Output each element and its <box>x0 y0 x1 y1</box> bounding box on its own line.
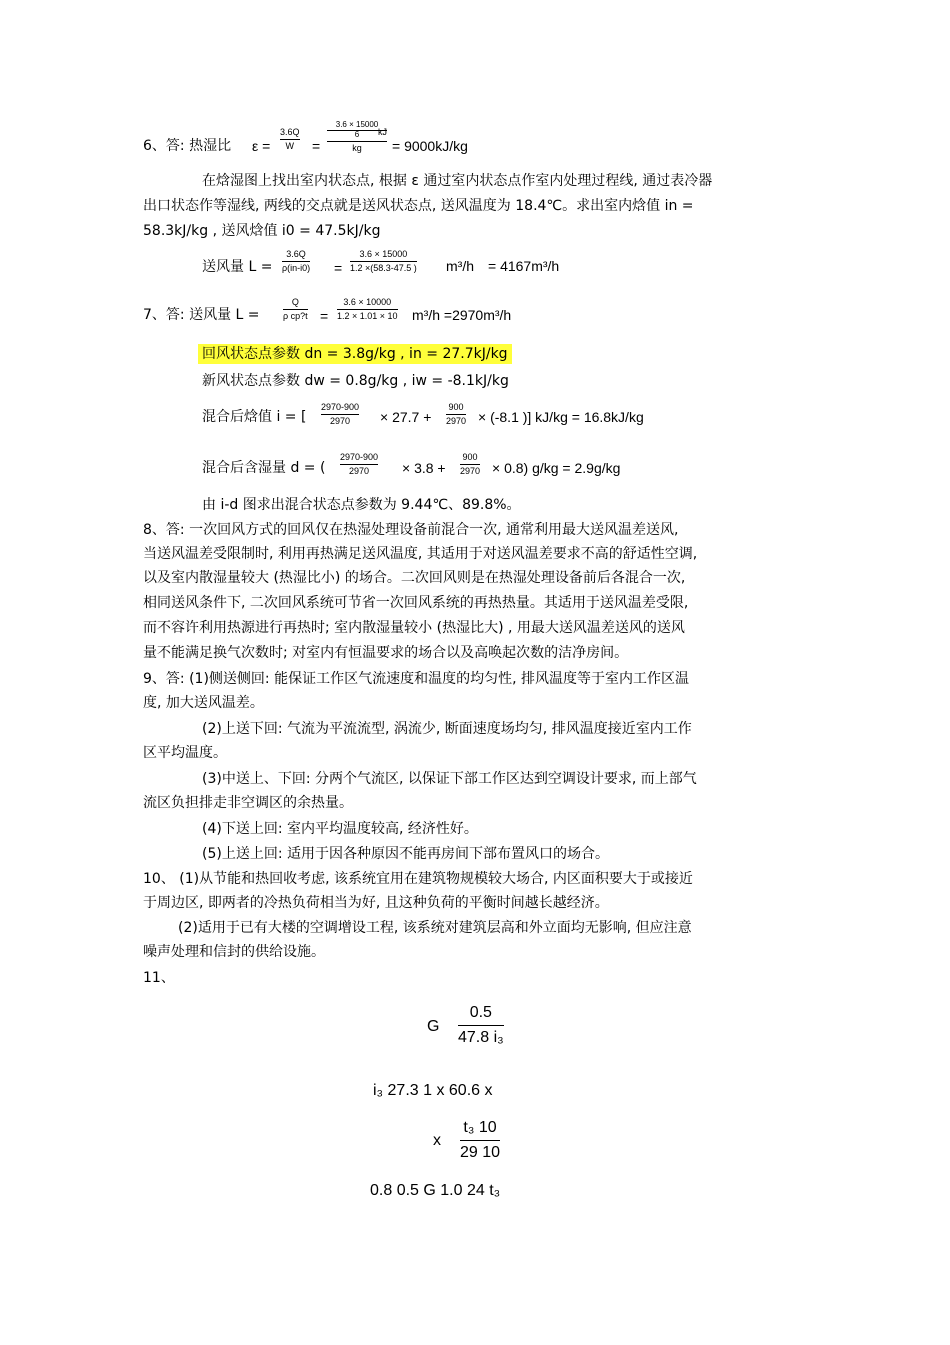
q6-frac2 <box>327 121 387 153</box>
q6-L-result: = 4167m³/h <box>488 258 560 274</box>
q9-line-5: (3)中送上、下回: 分两个气流区, 以保证下部工作区达到空调设计要求, 而上部气 <box>202 771 697 787</box>
q11-eq3-lhs: x <box>433 1132 441 1149</box>
q7-mix-d-mid: × 3.8 + <box>402 460 446 476</box>
q8-line-3: 以及室内散湿量较大 (热湿比小) 的场合。二次回风则是在热湿处理设备前后各混合一次, <box>143 570 686 586</box>
q6-L-unit: m³/h <box>446 258 474 274</box>
q7-mix-state: 由 i-d 图求出混合状态点参数为 9.44℃、89.8%。 <box>202 497 521 513</box>
q10-line-3: (2)适用于已有大楼的空调增设工程, 该系统对建筑层高和外立面均无影响, 但应注意 <box>178 920 692 936</box>
q7-mix-i-frac2 <box>446 403 466 426</box>
q7-fresh-air: 新风状态点参数 dw = 0.8g/kg , iw = -8.1kJ/kg <box>202 373 509 389</box>
q6-line3: 58.3kJ/kg , 送风焓值 i0 = 47.5kJ/kg <box>143 223 381 239</box>
q6-eq: = <box>312 138 321 154</box>
q10-line-4: 噪声处理和信封的供给设施。 <box>143 944 325 960</box>
q6-L-label: 送风量 L = <box>202 259 273 275</box>
q7-mix-d-frac2 <box>460 453 480 476</box>
q7-mix-i-f1-num: 2970-900 <box>321 402 360 412</box>
q11-eq1-den: 47.8 i₃ <box>458 1029 504 1046</box>
q9-line-6: 流区负担排走非空调区的余热量。 <box>143 795 353 811</box>
q7-frac2-den: 1.2 × 1.01 × 10 <box>337 311 398 321</box>
q7-eq: = <box>320 308 329 324</box>
q8-line-5: 而不容许利用热源进行再热时; 室内散湿量较小 (热湿比大) , 用最大送风温差送风的送风 <box>143 620 685 636</box>
q10-line-1: 10、 (1)从节能和热回收考虑, 该系统宜用在建筑物规模较大场合, 内区面积要大于或接近 <box>143 871 693 887</box>
q7-mix-i-f2-num: 900 <box>448 402 464 412</box>
q8-line-2: 当送风温差受限制时, 利用再热满足送风温度, 其适用于对送风温差要求不高的舒适性空调, <box>143 546 698 562</box>
q6-frac2-den: kg <box>352 143 362 153</box>
q6-line2: 出口状态作等湿线, 两线的交点就是送风状态点, 送风温度为 18.4℃。求出室内焓值 in = <box>143 198 694 214</box>
q6-L-frac1-den: ρ(in-i0) <box>282 263 311 273</box>
q7-mix-d-f1-den: 2970 <box>349 466 370 476</box>
q7-mix-i-tail: × (-8.1 )] kJ/kg = 16.8kJ/kg <box>478 409 644 425</box>
q6-L-frac2-den: 1.2 ×(58.3-47.5 ) <box>350 263 417 273</box>
q11-eq3-num: t₃ 10 <box>463 1119 497 1136</box>
q6-frac2-topnum: 3.6 × 15000 <box>335 120 379 129</box>
q7-mix-d-f2-num: 900 <box>462 452 478 462</box>
q7-mix-d-f1-num: 2970-900 <box>340 452 379 462</box>
q6-frac1-den: W <box>285 141 294 151</box>
q9-line-3: (2)上送下回: 气流为平流流型, 涡流少, 断面速度场均匀, 排风温度接近室内工作 <box>202 721 692 737</box>
q6-L-frac2-num: 3.6 × 15000 <box>359 249 408 259</box>
q11-eq3-den: 29 10 <box>460 1144 501 1161</box>
q7-mix-i-mid: × 27.7 + <box>380 409 432 425</box>
q7-mix-i-label: 混合后焓值 i = [ <box>202 409 307 425</box>
q6-label: 6、答: 热湿比 <box>143 138 232 154</box>
q9-line-8: (5)上送上回: 适用于因各种原因不能再房间下部布置风口的场合。 <box>202 846 609 862</box>
q7-mix-i-frac1 <box>321 403 359 426</box>
q6-L-frac2 <box>350 250 417 273</box>
q6-line1: 在焓湿图上找出室内状态点, 根据 ε 通过室内状态点作室内处理过程线, 通过表冷器 <box>202 173 713 189</box>
q7-result: m³/h =2970m³/h <box>412 307 512 323</box>
q7-mix-d-f2-den: 2970 <box>460 466 481 476</box>
q7-mix-i-f2-den: 2970 <box>446 416 467 426</box>
q11-eq1-frac <box>458 1005 504 1046</box>
q6-frac1-num: 3.6Q <box>280 127 300 137</box>
q9-line-2: 度, 加大送风温差。 <box>143 695 264 711</box>
q6-result: = 9000kJ/kg <box>392 138 468 154</box>
q7-return-air: 回风状态点参数 dn = 3.8g/kg , in = 27.7kJ/kg <box>198 344 512 364</box>
q11-eq1-lhs: G <box>427 1018 440 1035</box>
q7-frac1 <box>283 298 308 321</box>
q10-line-2: 于周边区, 即两者的冷热负荷相当为好, 且这种负荷的平衡时间越长越经济。 <box>143 895 609 911</box>
q7-return-air-row <box>198 347 512 361</box>
q7-mix-d-frac1 <box>340 453 378 476</box>
q7-mix-i-f1-den: 2970 <box>330 416 351 426</box>
q6-eps-eq: ε = <box>252 138 271 154</box>
q7-label: 7、答: 送风量 L = <box>143 307 260 323</box>
q7-mix-d-tail: × 0.8) g/kg = 2.9g/kg <box>492 460 621 476</box>
q6-frac1 <box>280 128 300 151</box>
q8-line-4: 相同送风条件下, 二次回风系统可节省一次回风系统的再热热量。其适用于送风温差受限, <box>143 595 689 611</box>
q6-L-frac1-num: 3.6Q <box>286 249 306 259</box>
q7-frac1-den: ρ cp?t <box>283 311 308 321</box>
q6-L-frac1 <box>282 250 310 273</box>
q11-eq4: 0.8 0.5 G 1.0 24 t₃ <box>370 1182 501 1199</box>
q9-line-7: (4)下送上回: 室内平均温度较高, 经济性好。 <box>202 821 478 837</box>
q8-line-6: 量不能满足换气次数时; 对室内有恒温要求的场合以及高唤起次数的洁净房间。 <box>143 645 629 661</box>
q9-line-1: 9、答: (1)侧送侧回: 能保证工作区气流速度和温度的均匀性, 排风温度等于室内工作区温 <box>143 671 689 687</box>
q8-line-1: 8、答: 一次回风方式的回风仅在热湿处理设备前混合一次, 通常利用最大送风温差送风, <box>143 522 679 538</box>
q11-eq2: i₃ 27.3 1 x 60.6 x <box>373 1082 493 1099</box>
q7-frac2 <box>337 298 398 321</box>
q11-eq1-num: 0.5 <box>469 1004 492 1021</box>
q7-frac2-num: 3.6 × 10000 <box>343 297 392 307</box>
q6-frac2-unit: kJ <box>378 127 387 137</box>
q6-L-eq: = <box>334 260 343 276</box>
q6-frac2-topden: 6 <box>327 130 387 139</box>
q7-frac1-num: Q <box>291 297 299 307</box>
q9-line-4: 区平均温度。 <box>143 745 227 761</box>
q7-mix-d-label: 混合后含湿量 d = ( <box>202 460 326 476</box>
q11-eq3-frac <box>460 1120 500 1161</box>
q11-label: 11、 <box>143 970 175 986</box>
